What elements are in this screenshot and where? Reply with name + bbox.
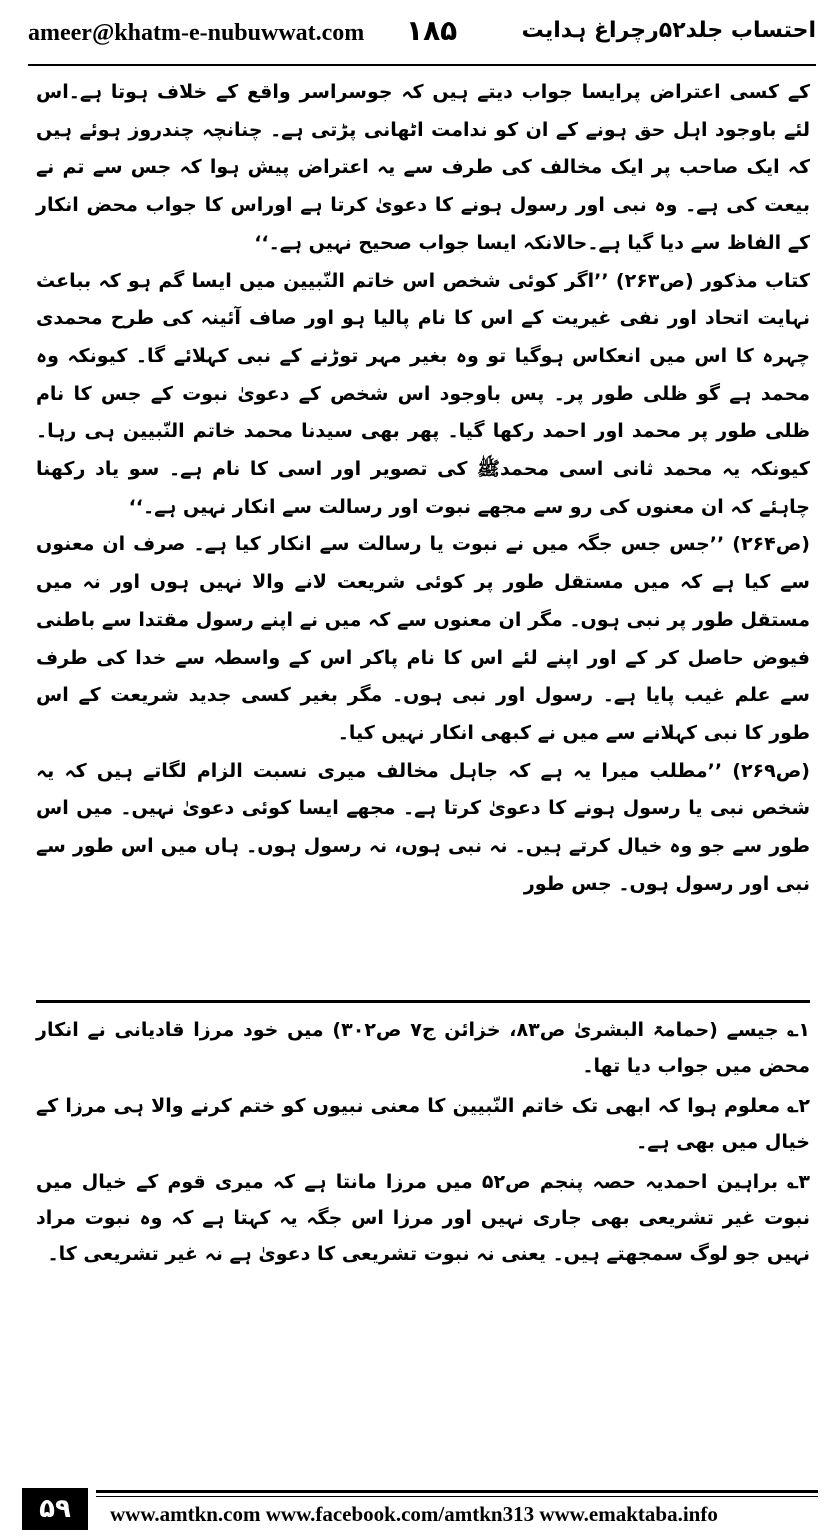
header-email: ameer@khatm-e-nubuwwat.com xyxy=(28,20,365,46)
main-text xyxy=(36,74,810,903)
page-header xyxy=(28,14,816,60)
paragraph: (ص۲۶۹) ’’مطلب میرا یہ ہے کہ جاہل مخالف میری نسبت الزام لگاتے ہیں کہ یہ شخص نبی یا رسول ہونے کا دعویٰ کرتا ہے۔ مجھے ایسا کوئی دعویٰ نہیں۔ میں اس طور سے جو وہ خیال کرتے ہیں۔ نہ نبی ہوں، نہ رسول ہوں۔ ہاں میں اس طور سے نبی اور رسول ہوں۔ جس طور xyxy=(36,759,810,895)
paragraph: کتاب مذکور (ص۲۶۳) ’’اگر کوئی شخص اس خاتم النّبیین میں ایسا گم ہو کہ بباعث نہایت اتحاد اور نفی غیریت کے اس کا نام پالیا ہو اور صاف آئینہ کی طرح محمدی چہرہ کا اس میں انعکاس ہوگیا تو وہ بغیر مہر توڑنے کے نبی کہلائے گا۔ کیونکہ وہ محمد ہے گو ظلی طور پر۔ پس باوجود اس شخص کے دعویٰ نبوت کے جس کا نام ظلی طور پر محمد اور احمد رکھا گیا۔ پھر بھی سیدنا محمد خاتم النّبیین ہی رہا۔ کیونکہ یہ محمد ثانی اسی محمدﷺ کی تصویر اور اسی کا نام ہے۔ سو یاد رکھنا چاہئے کہ ان معنوں کی رو سے مجھے نبوت اور رسالت سے انکار نہیں ہے۔‘‘ xyxy=(36,269,810,518)
footer-urls: www.amtkn.com www.facebook.com/amtkn313 www.emaktaba.info xyxy=(110,1502,718,1526)
paragraph: (ص۲۶۴) ’’جس جس جگہ میں نے نبوت یا رسالت سے انکار کیا ہے۔ صرف ان معنوں سے کیا ہے کہ میں مستقل طور پر کوئی شریعت لانے والا نہیں ہوں اور نہ میں مستقل طور پر نبی ہوں۔ مگر ان معنوں سے کہ میں نے اپنے رسول مقتدا سے باطنی فیوض حاصل کر کے اور اپنے لئے اس کا نام پاکر اس کے واسطہ سے خدا کی طرف سے علم غیب پایا ہے۔ رسول اور نبی ہوں۔ مگر بغیر کسی جدید شریعت کے اس طور کا نبی کہلانے سے میں نے کبھی انکار نہیں کیا۔ xyxy=(36,533,810,744)
header-page-number: ۱۸۵ xyxy=(406,14,458,47)
footnote-divider xyxy=(36,1000,810,1003)
footnote: ۱؎ جیسے (حمامۃ البشریٰ ص۸۳، خزائن ج۷ ص۳۰۲) میں خود مرزا قادیانی نے انکار محض میں جواب دیا تھا۔ xyxy=(36,1019,810,1077)
header-title: احتساب جلد۵۲رچراغ ہدایت xyxy=(521,18,816,43)
footnote: ۲؎ معلوم ہوا کہ ابھی تک خاتم النّبیین کا معنی نبیوں کو ختم کرنے والا ہی مرزا کے خیال میں بھی ہے۔ xyxy=(36,1095,810,1153)
footnote: ۳؎ براہین احمدیہ حصہ پنجم ص۵۲ میں مرزا مانتا ہے کہ میری قوم کے خیال میں نبوت غیر تشریعی بھی جاری نہیں اور مرزا اس جگہ یہ کہتا ہے کہ وہ نبوت مراد نہیں جو لوگ سمجھتے ہیں۔ یعنی نہ نبوت تشریعی کا دعویٰ ہے نہ غیر تشریعی کا۔ xyxy=(36,1171,810,1265)
paragraph: کے کسی اعتراض پرایسا جواب دیتے ہیں کہ جوسراسر واقع کے خلاف ہوتا ہے۔اس لئے باوجود اہل حق ہونے کے ان کو ندامت اٹھانی پڑتی ہے۔ چنانچہ چندروز ہوئے ہیں کہ ایک صاحب پر ایک مخالف کی طرف سے یہ اعتراض پیش ہوا کہ جس سے تم نے بیعت کی ہے۔ وہ نبی اور رسول ہونے کا دعویٰ کرتا ہے اوراس کا جواب محض انکار کے الفاظ سے دیا گیا ہے۔حالانکہ ایسا جواب صحیح نہیں ہے۔‘‘ xyxy=(36,81,810,254)
page-footer xyxy=(22,1488,818,1530)
footer-rules xyxy=(96,1490,818,1497)
header-divider xyxy=(28,64,816,66)
footnotes xyxy=(36,1012,810,1276)
footer-page-number: ۵۹ xyxy=(22,1488,88,1530)
